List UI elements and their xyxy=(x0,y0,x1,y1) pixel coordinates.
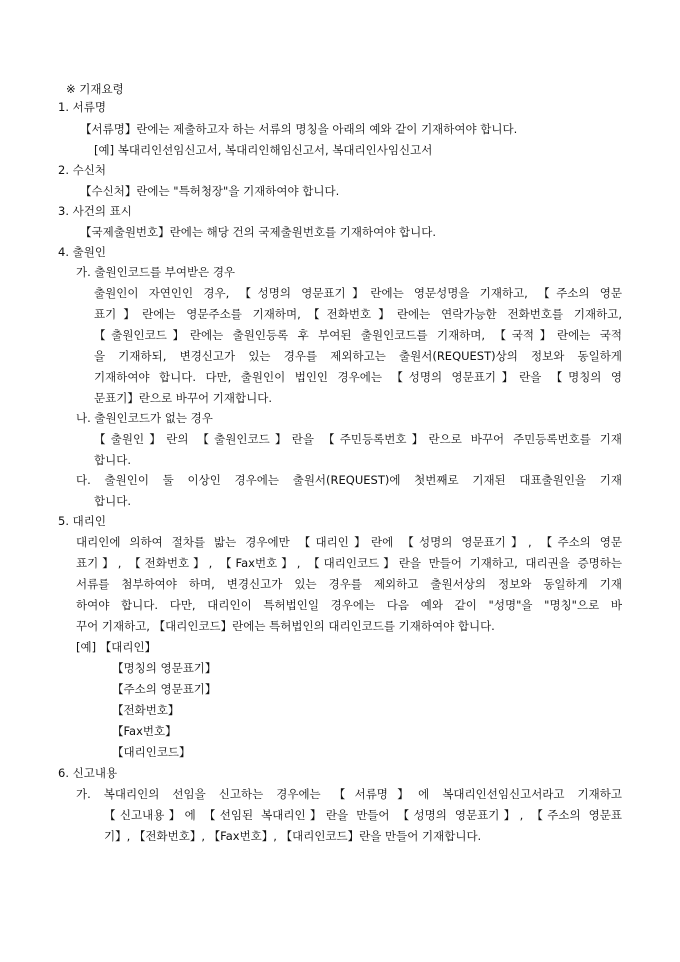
section-5-line-5: 꾸어 기재하고, 【대리인코드】란에는 특허법인의 대리인코드를 기재하여야 합니다. xyxy=(76,619,495,633)
section-5-example-item-5: 【대리인코드】 xyxy=(112,745,191,759)
section-5-line-3: 서류를 첨부하여야 하며, 변경신고가 있는 경우를 제외하고 출원서상의 정보와 동일하게 기재 xyxy=(76,577,622,591)
section-4-heading: 4. 출원인 xyxy=(58,245,106,259)
section-2-heading: 2. 수신처 xyxy=(58,163,106,177)
section-5-example-item-3: 【전화번호】 xyxy=(112,703,180,717)
section-4-sub-b-heading: 나. 출원인코드가 없는 경우 xyxy=(76,411,213,425)
section-5-heading: 5. 대리인 xyxy=(58,514,106,528)
section-6-heading: 6. 신고내용 xyxy=(58,766,118,780)
section-5-line-4: 하여야 합니다. 다만, 대리인이 특허법인일 경우에는 다음 예와 같이 "성명"을 "명칭"으로 바 xyxy=(76,598,622,612)
section-1-line-1: 【서류명】란에는 제출하고자 하는 서류의 명칭을 아래의 예와 같이 기재하여야 합니다. xyxy=(80,122,518,136)
section-4-sub-a-line-5: 기재하여야 합니다. 다만, 출원인이 법인인 경우에는 【성명의 영문표기】란을 【명칭의 영 xyxy=(94,370,622,384)
section-4-sub-b-line-1: 【출원인】란의 【출원인코드】란을 【주민등록번호】란으로 바꾸어 주민등록번호를 기재 xyxy=(94,432,622,446)
section-6-line-1: 가. 복대리인의 선임을 신고하는 경우에는 【서류명】에 복대리인선임신고서라고 기재하고 xyxy=(76,787,622,801)
section-4-sub-a-line-3: 【출원인코드】란에는 출원인등록 후 부여된 출원인코드를 기재하며, 【국적】란에는 국적 xyxy=(94,328,622,342)
section-1-heading: 1. 서류명 xyxy=(58,100,106,114)
section-4-sub-a-line-2: 표기】란에는 영문주소를 기재하며,【전화번호】란에는 연락가능한 전화번호를 기재하고, xyxy=(94,307,622,321)
section-4-sub-b-line-2: 합니다. xyxy=(94,453,131,467)
section-4-sub-a-line-4: 을 기재하되, 변경신고가 있는 경우를 제외하고는 출원서(REQUEST)상의 정보와 동일하게 xyxy=(94,349,622,363)
section-5-example-item-2: 【주소의 영문표기】 xyxy=(112,682,217,696)
section-5-line-1: 대리인에 의하여 절차를 밟는 경우에만 【대리인】란에 【성명의 영문표기】, 【주소의 영문 xyxy=(76,535,622,549)
section-3-heading: 3. 사건의 표시 xyxy=(58,204,132,218)
section-5-example-item-4: 【Fax번호】 xyxy=(112,724,177,738)
section-5-example-item-1: 【명칭의 영문표기】 xyxy=(112,661,217,675)
section-2-line-1: 【수신처】란에는 "특허청장"을 기재하여야 합니다. xyxy=(80,184,340,198)
section-6-line-2: 【신고내용】에 【선임된 복대리인】란을 만들어 【성명의 영문표기】, 【주소의 영문표 xyxy=(104,808,622,822)
section-4-sub-a-line-6: 문표기】란으로 바꾸어 기재합니다. xyxy=(94,391,272,405)
section-1-example: [예] 복대리인선임신고서, 복대리인해임신고서, 복대리인사임신고서 xyxy=(94,143,433,157)
section-4-sub-a-heading: 가. 출원인코드를 부여받은 경우 xyxy=(76,265,236,279)
section-4-sub-c-line-1: 다. 출원인이 둘 이상인 경우에는 출원서(REQUEST)에 첫번째로 기재된 대표출원인을 기재 xyxy=(76,473,622,487)
section-3-line-1: 【국제출원번호】란에는 해당 건의 국제출원번호를 기재하여야 합니다. xyxy=(80,225,436,239)
section-4-sub-a-line-1: 출원인이 자연인인 경우, 【성명의 영문표기】란에는 영문성명을 기재하고, 【주소의 영문 xyxy=(94,286,622,300)
section-6-line-3: 기】, 【전화번호】, 【Fax번호】, 【대리인코드】란을 만들어 기재합니다. xyxy=(104,829,482,843)
guide-title: ※ 기재요령 xyxy=(66,82,124,96)
section-5-line-2: 표기】, 【전화번호】, 【Fax번호】, 【대리인코드】란을 만들어 기재하고, 대리권을 증명하는 xyxy=(76,556,622,570)
section-5-example-label: [예] 【대리인】 xyxy=(76,640,157,654)
section-4-sub-c-line-2: 합니다. xyxy=(94,494,131,508)
